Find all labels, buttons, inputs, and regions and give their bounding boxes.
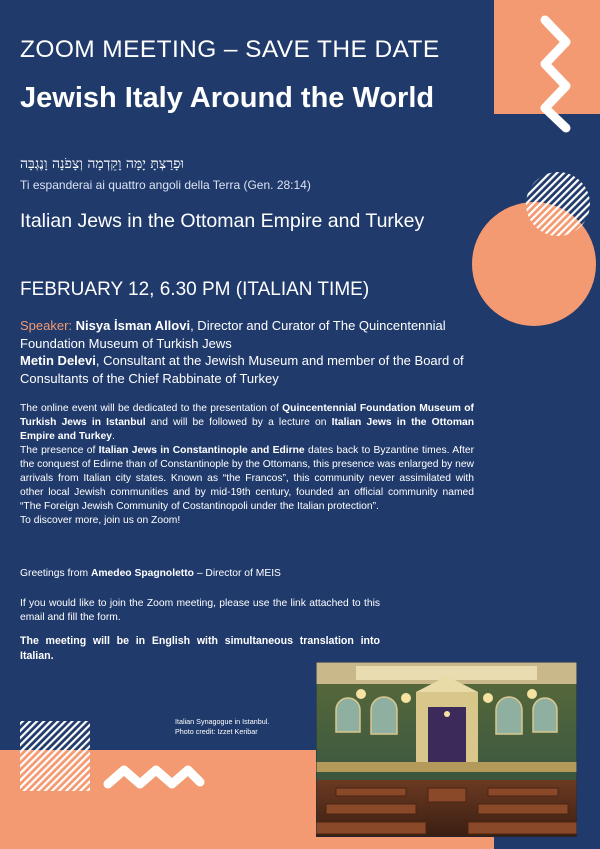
synagogue-photo — [316, 662, 577, 837]
speaker-2-role: , Consultant at the Jewish Museum and member of the Board of Consultants of the Chief Rabbinate of Turkey — [20, 353, 464, 386]
language-note: The meeting will be in English with simultaneous translation into Italian. — [20, 635, 380, 662]
hatched-square — [20, 721, 90, 791]
event-description — [20, 402, 474, 528]
description-paragraph-3: To discover more, join us on Zoom! — [20, 515, 181, 526]
event-date: FEBRUARY 12, 6.30 PM (ITALIAN TIME) — [20, 279, 370, 300]
photo-caption: Italian Synagogue in Istanbul. Photo credit: Izzet Keribar — [175, 717, 270, 736]
greetings-line: Greetings from Amedeo Spagnoletto – Director of MEIS — [20, 568, 281, 579]
speaker-1-name: Nisya İsman Allovi — [75, 318, 191, 333]
speaker-2-name: Metin Delevi — [20, 353, 96, 368]
speaker-label: Speaker: — [20, 318, 73, 333]
description-paragraph-1: The online event will be dedicated to the presentation of Quincentennial Foundation Museum of Turkish Jews in Istanbul and will be followed by a lecture on Italian Jews in the Ottoman Empire and Turkey. — [20, 403, 474, 442]
kicker-heading: ZOOM MEETING – SAVE THE DATE — [20, 36, 440, 63]
event-title: Jewish Italy Around the World — [20, 82, 435, 114]
speaker-1-role: , Director and Curator of The Quincentennial Foundation Museum of Turkish Jews — [20, 318, 446, 351]
lecture-subtitle: Italian Jews in the Ottoman Empire and Turkey — [20, 210, 425, 232]
synagogue-interior-icon — [316, 662, 577, 837]
join-instructions: If you would like to join the Zoom meeting, please use the link attached to this email and fill the form. — [20, 598, 380, 623]
hebrew-verse: וּפָרַצְתָּ יָמָּה וָקֵדְמָה וְצָפֹנָה וָנֶגְבָּה — [20, 156, 185, 172]
speakers-block — [20, 317, 470, 387]
verse-translation: Ti espanderai ai quattro angoli della Terra (Gen. 28:14) — [20, 178, 311, 192]
description-paragraph-2: The presence of Italian Jews in Constantinople and Edirne dates back to Byzantine times. After the conquest of Edirne than of Constantinople by the Ottomans, this presence was enlarged by new arrivals from Italian city states. Known as “the Francos”, this community never assimilated with other local Jewish communities and by mid-19th century, founded an official community named “The Foreign Jewish Community of Costantinopoli under the Italian protection”. — [20, 445, 474, 512]
